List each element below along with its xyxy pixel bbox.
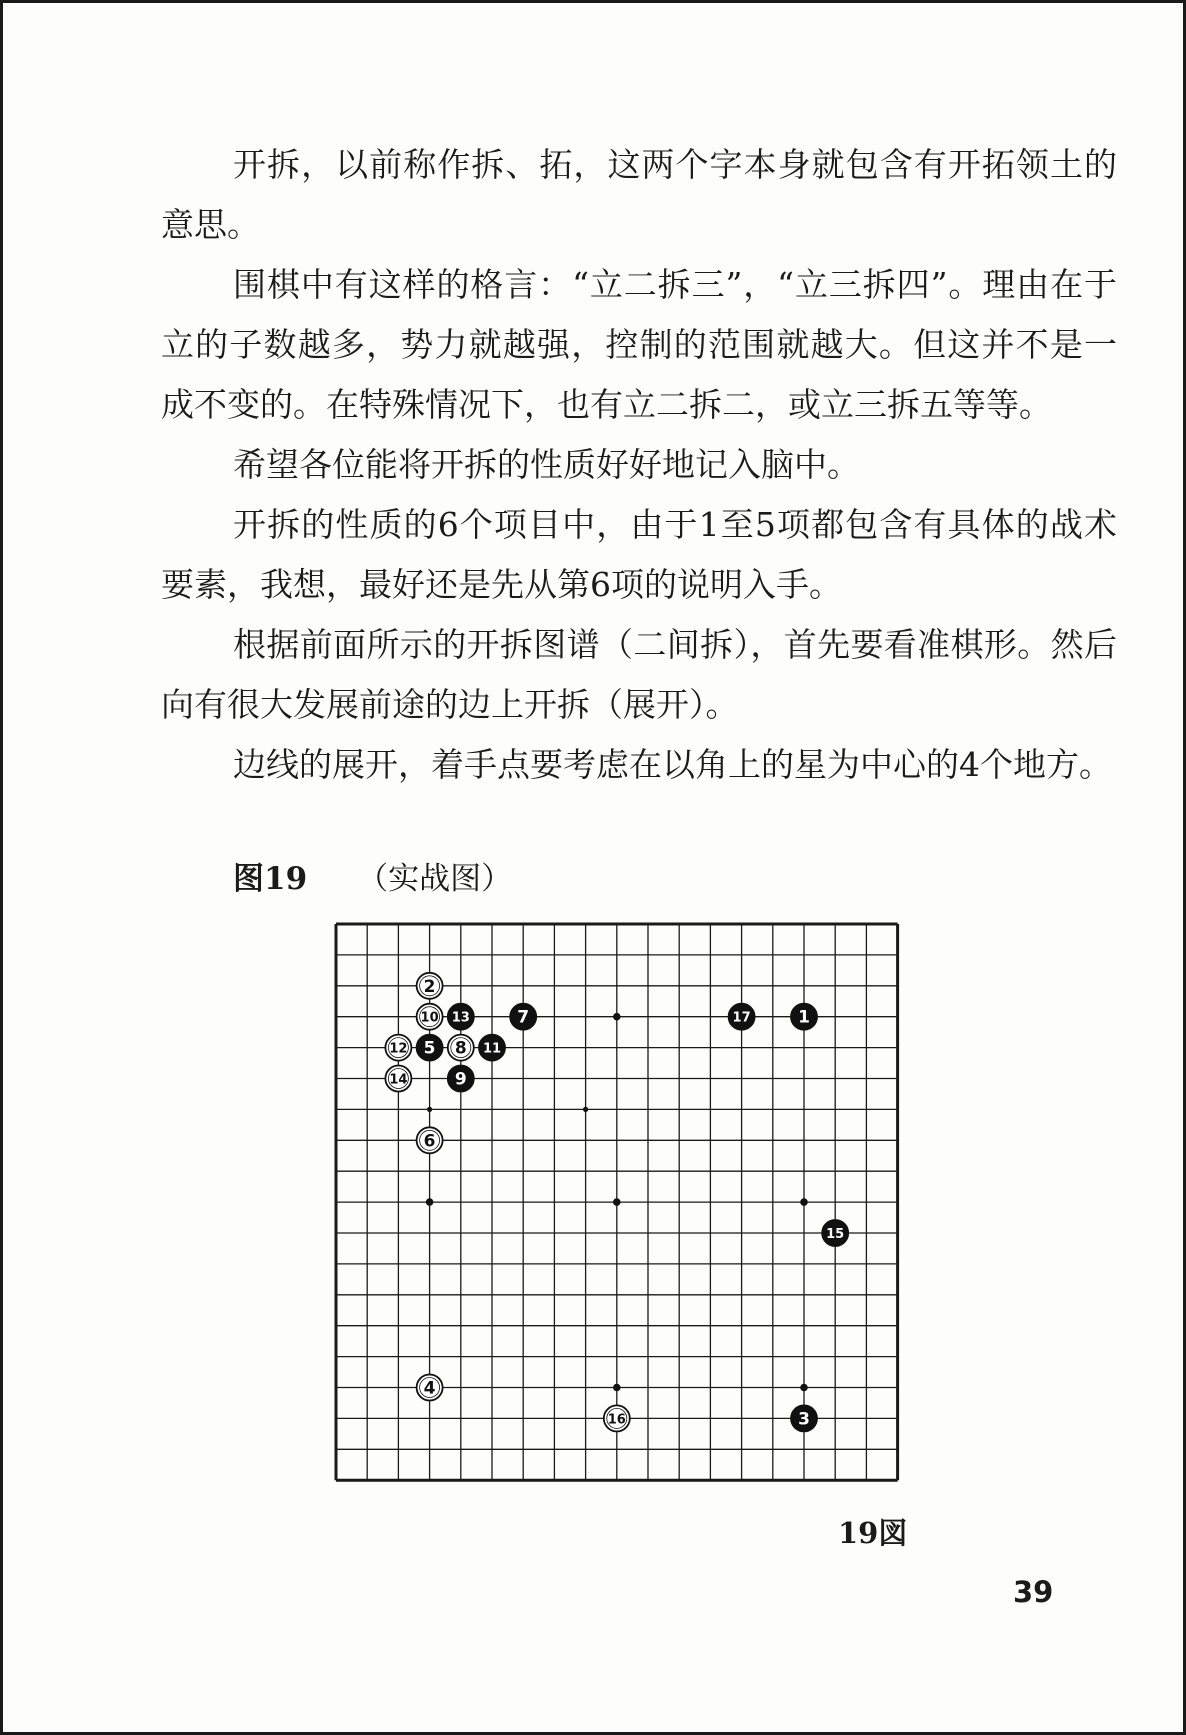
stone-number-1: 1 — [798, 1007, 810, 1028]
figure-label — [233, 853, 512, 898]
star-point-9 — [800, 1384, 808, 1392]
stone-number-4: 4 — [423, 1378, 436, 1399]
stone-number-12: 12 — [389, 1041, 408, 1057]
star-point-5 — [613, 1198, 621, 1206]
go-board-figure — [328, 918, 908, 1488]
stone-number-5: 5 — [423, 1038, 436, 1059]
dot-mark-2 — [583, 1107, 588, 1112]
star-point-6 — [800, 1198, 808, 1206]
star-point-4 — [426, 1198, 434, 1206]
paragraph-5: 根据前面所示的开拆图谱（二间拆），首先要看准棋形。然后向有很大发展前途的边上开拆（展开）。 — [161, 625, 1117, 724]
stone-number-8: 8 — [454, 1038, 467, 1059]
paragraph-3: 希望各位能将开拆的性质好好地记入脑中。 — [233, 445, 860, 484]
paragraph-4: 开拆的性质的6个项目中，由于1至5项都包含有具体的战术要素，我想，最好还是先从第6项的说明入手。 — [161, 505, 1117, 604]
stone-number-16: 16 — [607, 1412, 626, 1428]
stone-number-13: 13 — [451, 1010, 470, 1026]
stone-number-6: 6 — [423, 1131, 436, 1152]
go-board — [328, 918, 908, 1488]
star-point-2 — [613, 1013, 621, 1021]
page-number: 39 — [1013, 1575, 1054, 1609]
stone-number-11: 11 — [482, 1041, 502, 1057]
paragraph-6: 边线的展开，着手点要考虑在以角上的星为中心的4个地方。 — [233, 745, 1112, 784]
stone-number-14: 14 — [389, 1072, 408, 1088]
stone-number-10: 10 — [420, 1010, 439, 1026]
stone-number-2: 2 — [423, 976, 436, 997]
stone-number-3: 3 — [798, 1409, 810, 1430]
figure-caption: 19図 — [838, 1516, 908, 1550]
dot-mark-1 — [427, 1107, 432, 1112]
stone-number-9: 9 — [454, 1069, 467, 1090]
stone-number-17: 17 — [732, 1010, 751, 1026]
paragraph-2: 围棋中有这样的格言：“立二拆三”，“立三拆四”。理由在于立的子数越多，势力就越强，控制的范围就越大。但这并不是一成不变的。在特殊情况下，也有立二拆二，或立三拆五等等。 — [161, 265, 1117, 424]
body-text — [161, 135, 1117, 795]
stone-number-7: 7 — [517, 1007, 530, 1028]
figure-subtitle: （实战图） — [357, 861, 513, 897]
star-point-8 — [613, 1384, 621, 1392]
stone-number-15: 15 — [826, 1227, 845, 1242]
figure-title: 图19 — [233, 861, 308, 897]
paragraph-1: 开拆，以前称作拆、拓，这两个字本身就包含有开拓领土的意思。 — [161, 145, 1117, 244]
